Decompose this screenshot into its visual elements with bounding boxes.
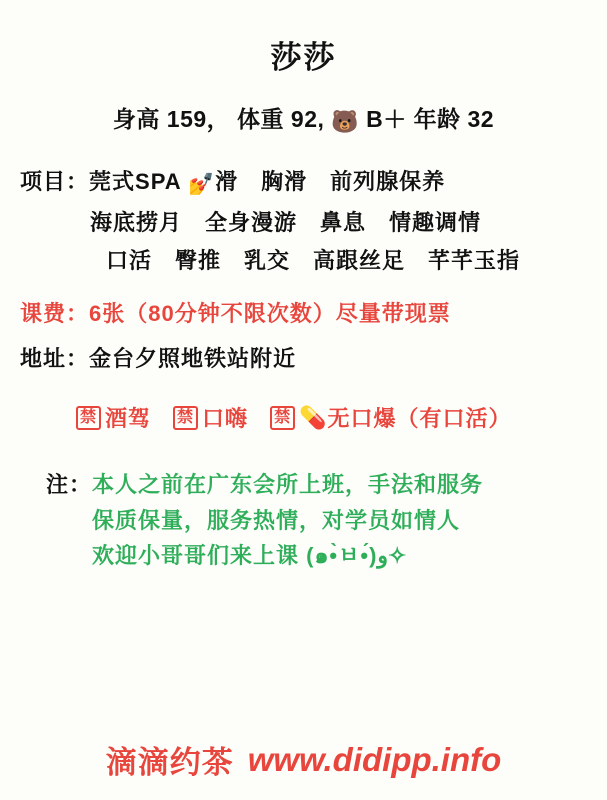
note-line-1: 本人之前在广东会所上班，手法和服务 (92, 472, 484, 498)
services-block (20, 165, 587, 278)
nail-polish-icon: 💅 (187, 173, 216, 196)
fee-text: 课费：6张（80分钟不限次数）尽量带现票 (20, 300, 451, 326)
restrictions-row (20, 402, 587, 433)
profile-stats (20, 101, 587, 135)
weight-text: 体重 92, (237, 106, 325, 132)
height-text: 身高 159， (112, 106, 231, 132)
address-text: 地址：金台夕照地铁站附近 (20, 345, 297, 371)
note-line-3: 欢迎小哥哥们来上课 (๑•̀ㅂ•́)و✧ (92, 543, 407, 569)
age-text: 年龄 32 (413, 106, 495, 132)
prohibited-icon: 禁 (270, 406, 295, 430)
prohibited-icon: 禁 (76, 406, 101, 430)
pill-icon: 💊 (299, 404, 328, 430)
services-label: 项目： (20, 169, 90, 194)
restriction-item-2 (173, 402, 248, 433)
services-line-2: 海底捞月 全身漫游 鼻息 情趣调情 (90, 209, 482, 235)
bear-icon: 🐻 (331, 109, 360, 134)
restriction-label-1: 酒驾 (105, 406, 152, 432)
footer-url[interactable]: www.didipp.info (247, 740, 502, 778)
services-item-spa: 莞式SPA (89, 169, 181, 194)
services-line-3: 口活 臀推 乳交 高跟丝足 芊芊玉指 (106, 247, 521, 273)
footer-bar (0, 737, 607, 782)
services-line-1 (20, 165, 587, 202)
cup-size-text: B＋ (366, 106, 407, 132)
restriction-item-1 (76, 402, 151, 433)
note-body (92, 467, 483, 574)
note-label: 注： (46, 472, 93, 498)
page-title: 莎莎 (270, 40, 337, 75)
prohibited-icon: 禁 (173, 406, 198, 430)
restriction-item-3 (270, 402, 511, 433)
services-line-1-rest: 滑 胸滑 前列腺保养 (215, 169, 446, 194)
footer-brand: 滴滴约茶 (105, 745, 234, 780)
note-block (20, 467, 587, 574)
note-line-2: 保质保量，服务热情，对学员如情人 (92, 507, 461, 533)
restriction-label-2: 口嗨 (202, 406, 249, 432)
restriction-label-3: 无口爆（有口活） (327, 406, 512, 432)
